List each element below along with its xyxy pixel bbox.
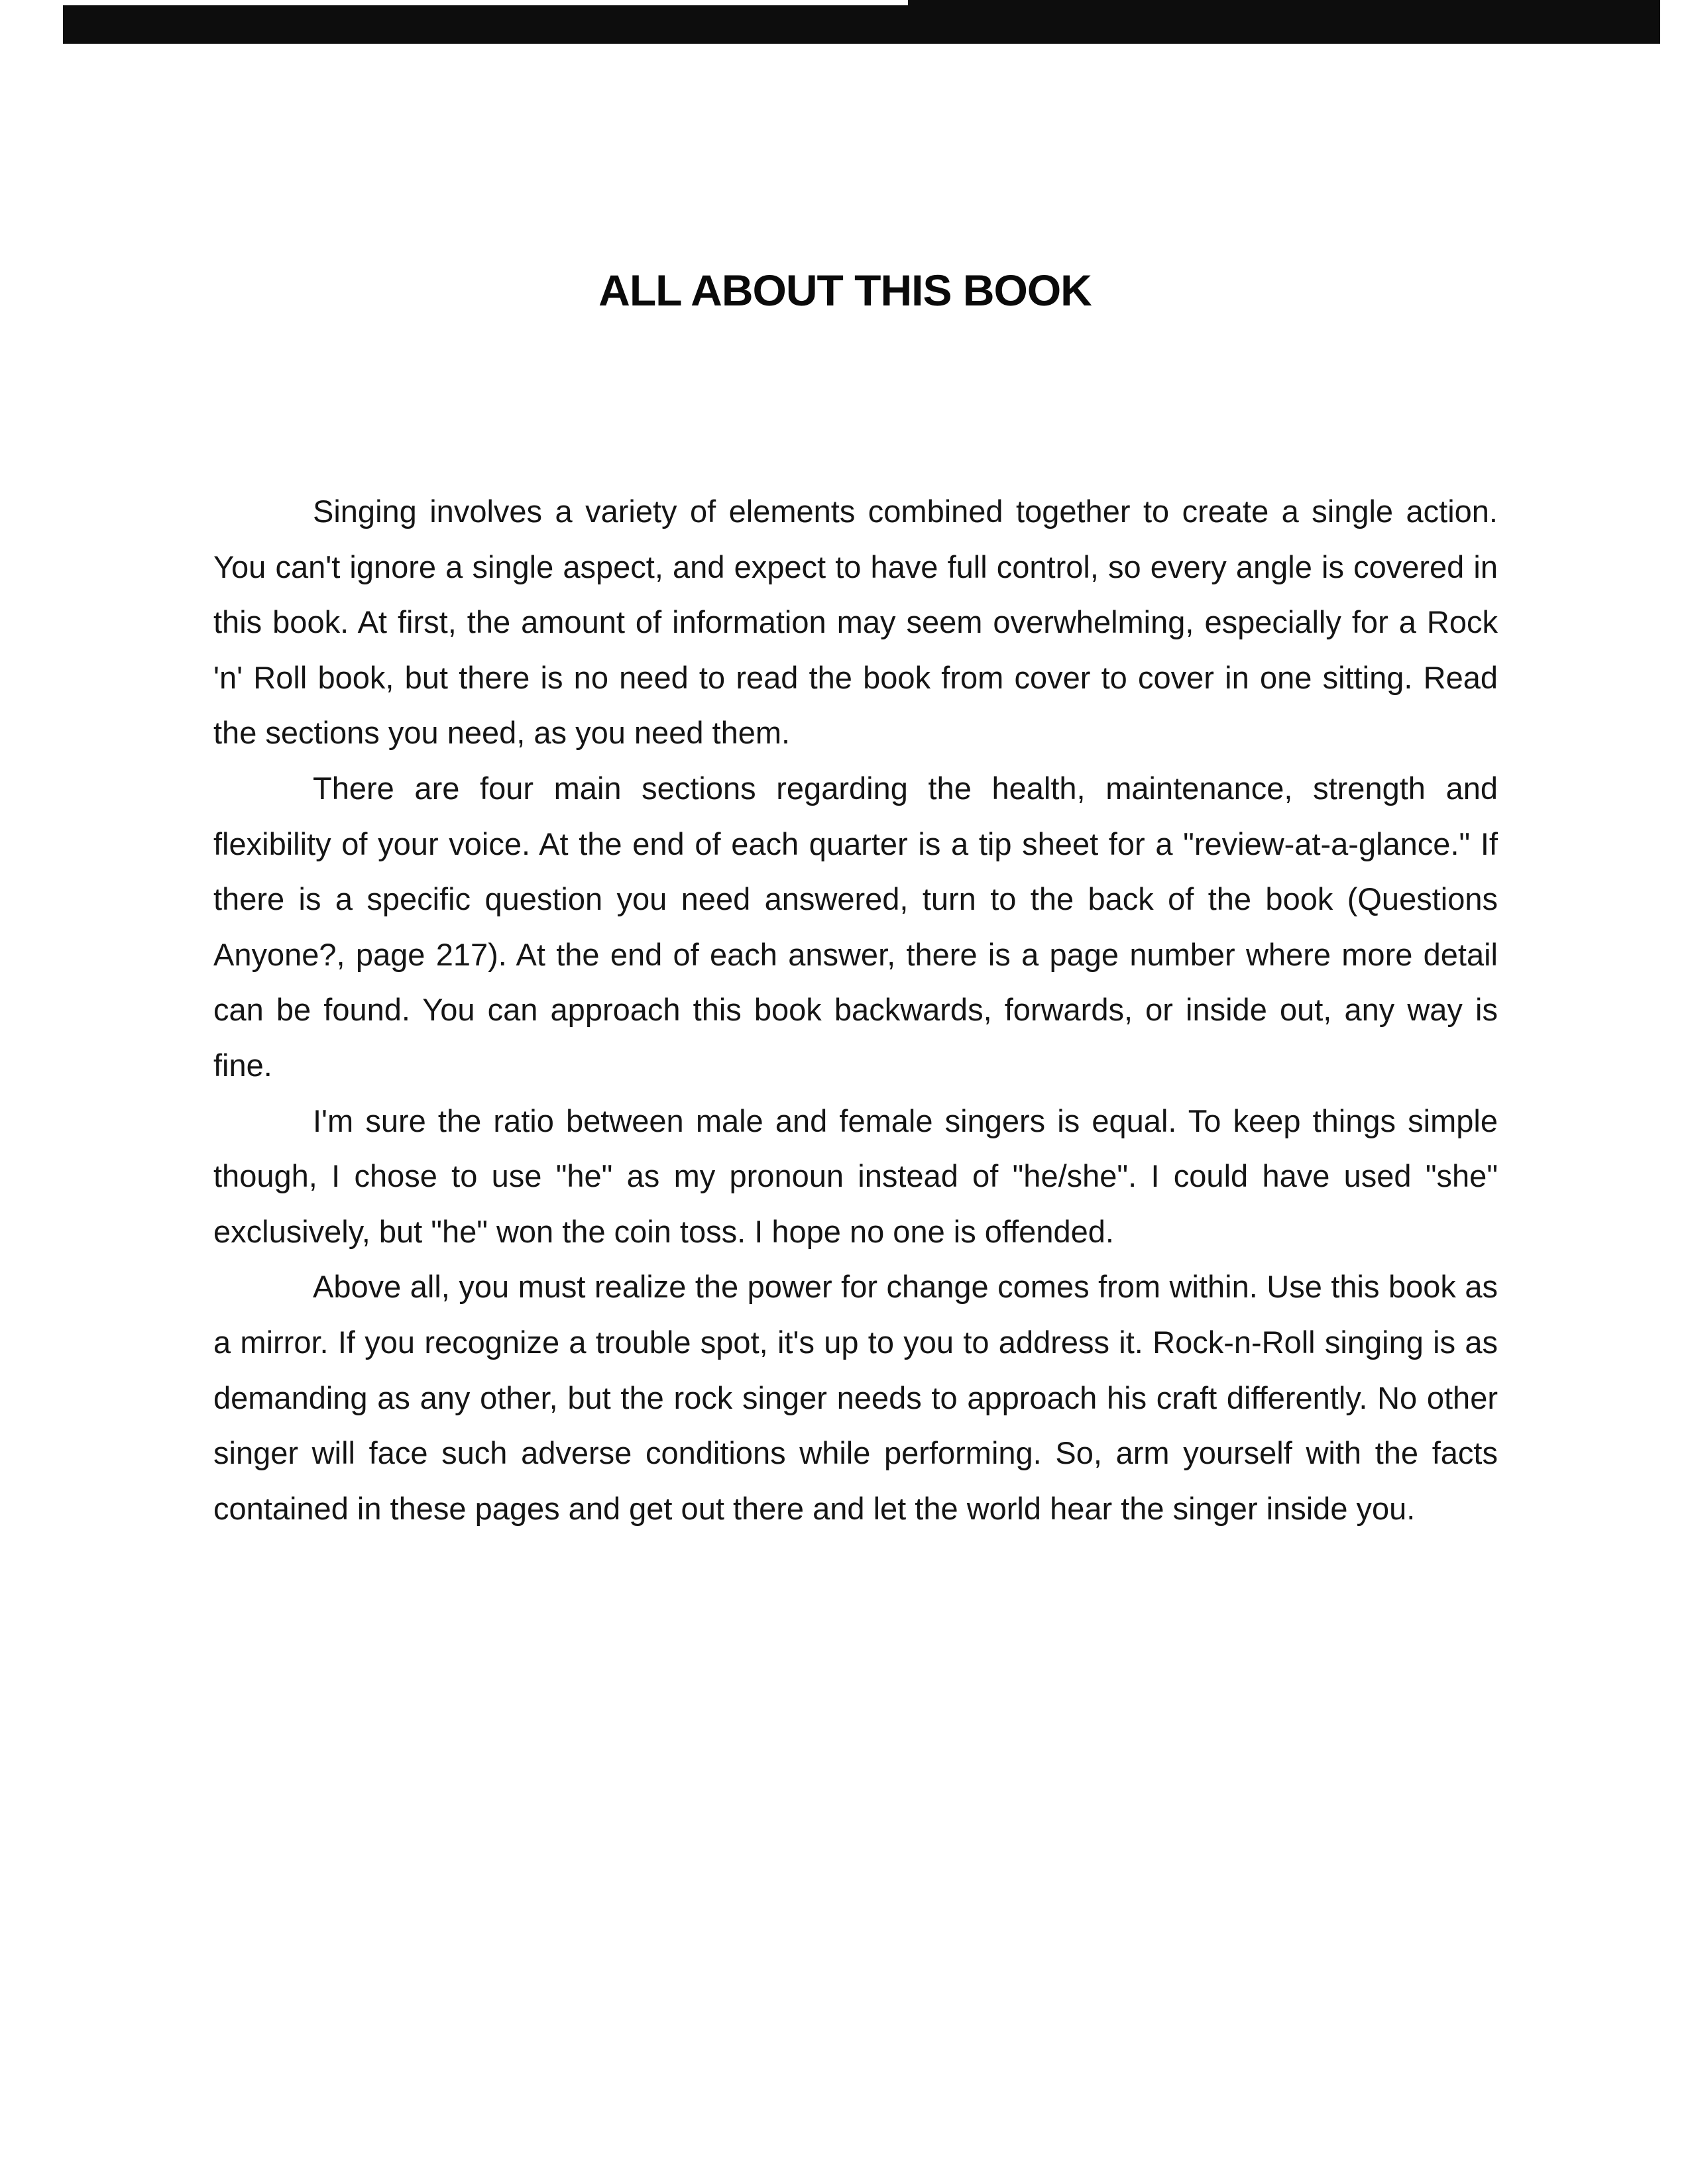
paragraph-sections: There are four main sections regarding the health, maintenance, strength and flexibility of your voice. At the end of each quarter is a tip sheet for a "review-at-a-glance." If there is a specific question you need answered, turn to the back of the book (Questions Anyone?, page 217). At the end of each answer, there is a page number where more detail can be found. You can approach this book backwards, forwards, or inside out, any way is fine.	[213, 770, 1498, 1083]
paragraph-conclusion: Above all, you must realize the power for change comes from within. Use this book as a mirror. If you recognize a trouble spot, it's up to you to address it. Rock-n-Roll singing is as demanding as any other, but the rock singer needs to approach his craft differently. No other singer will face such adverse conditions while performing. So, arm yourself with the facts contained in these pages and get out there and let the world hear the singer inside you.	[213, 1269, 1498, 1526]
top-border-bar	[63, 5, 1660, 44]
top-border-bar-edge	[908, 0, 1660, 8]
paragraph-intro: Singing involves a variety of elements combined together to create a single action. You can't ignore a single aspect, and expect to have full control, so every angle is covered in this book. At first, the amount of information may seem overwhelming, especially for a Rock 'n' Roll book, but there is no need to read the book from cover to cover in one sitting. Read the sections you need, as you need them.	[213, 494, 1498, 751]
page-title: ALL ABOUT THIS BOOK	[598, 266, 1092, 315]
body-text	[213, 484, 1498, 1536]
paragraph-pronoun: I'm sure the ratio between male and female singers is equal. To keep things simple though, I chose to use "he" as my pronoun instead of "he/she". I could have used "she" exclusively, but "he" won the coin toss. I hope no one is offended.	[213, 1103, 1498, 1249]
